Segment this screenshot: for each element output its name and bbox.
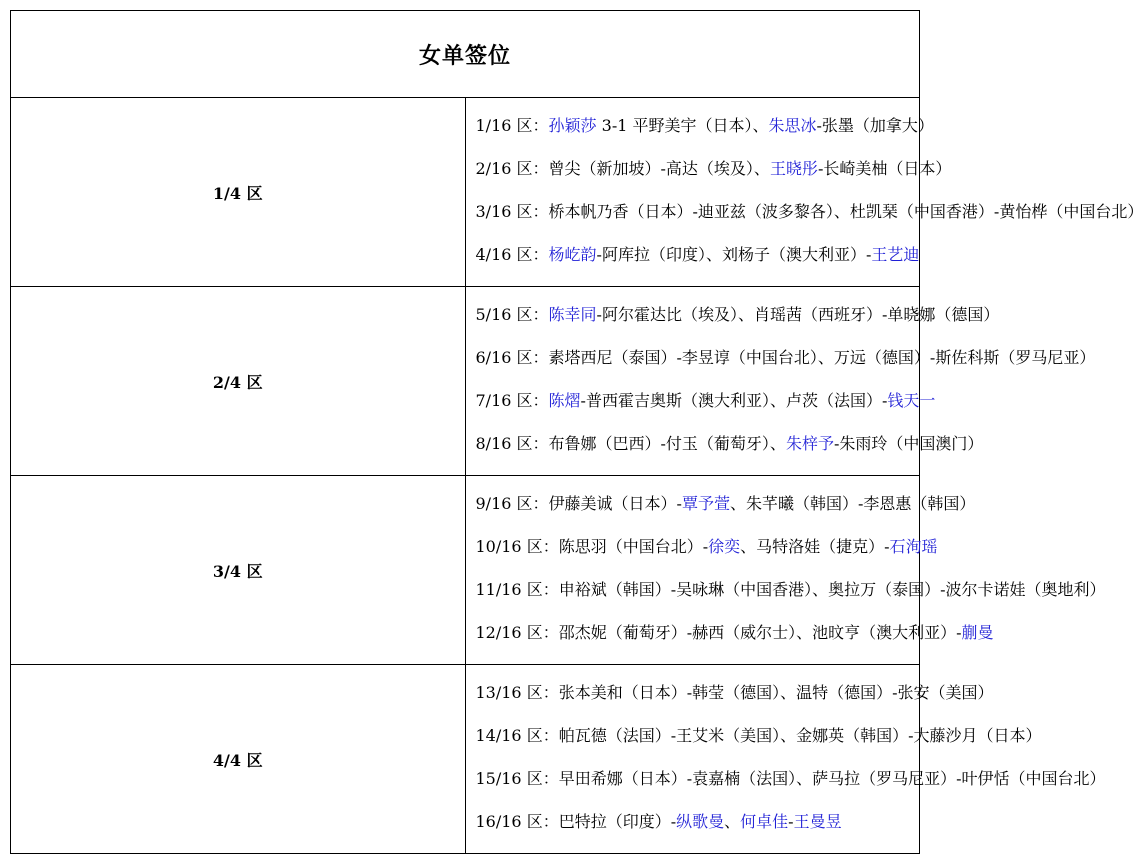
draw-line xyxy=(466,243,920,286)
draw-line xyxy=(466,810,920,853)
highlighted-player-name: 王艺迪 xyxy=(871,245,919,264)
draw-text: 15/16 区：早田希娜（日本）-袁嘉楠（法国）、萨马拉（罗马尼亚）-叶伊恬（中国台北） xyxy=(476,769,1106,788)
title-row xyxy=(11,11,920,98)
highlighted-player-name: 朱梓予 xyxy=(786,434,834,453)
draw-text: 4/16 区： xyxy=(476,245,549,264)
section-lines xyxy=(465,98,920,287)
draw-table xyxy=(10,10,920,854)
draw-text: -阿尔霍达比（埃及）、肖瑶茜（西班牙）-单晓娜（德国） xyxy=(597,305,1000,324)
quarter-label: 1/4 区 xyxy=(11,98,466,287)
draw-line xyxy=(466,767,920,810)
draw-text: 3-1 平野美宇（日本）、 xyxy=(597,116,769,135)
draw-text: - xyxy=(788,812,793,831)
draw-text: -阿库拉（印度）、刘杨子（澳大利亚）- xyxy=(597,245,872,264)
section-row-1 xyxy=(11,98,920,287)
quarter-label: 2/4 区 xyxy=(11,287,466,476)
draw-line xyxy=(466,114,920,157)
draw-text: -普西霍吉奥斯（澳大利亚）、卢茨（法国）- xyxy=(581,391,888,410)
highlighted-player-name: 覃予萱 xyxy=(682,494,730,513)
quarter-label: 4/4 区 xyxy=(11,665,466,854)
draw-text: 6/16 区：素塔西尼（泰国）-李昱谆（中国台北）、万远（德国）-斯佐科斯（罗马尼亚） xyxy=(476,348,1096,367)
highlighted-player-name: 何卓佳 xyxy=(740,812,788,831)
draw-line xyxy=(466,432,920,475)
section-row-4 xyxy=(11,665,920,854)
draw-line xyxy=(466,535,920,578)
section-lines xyxy=(465,476,920,665)
table-title: 女单签位 xyxy=(11,11,920,98)
draw-line xyxy=(466,578,920,621)
section-row-3 xyxy=(11,476,920,665)
draw-text: 、马特洛娃（捷克）- xyxy=(740,537,889,556)
draw-line xyxy=(466,621,920,664)
highlighted-player-name: 杨屹韵 xyxy=(549,245,597,264)
draw-text: 16/16 区：巴特拉（印度）- xyxy=(476,812,677,831)
highlighted-player-name: 钱天一 xyxy=(887,391,935,410)
quarter-label: 3/4 区 xyxy=(11,476,466,665)
draw-text: 7/16 区： xyxy=(476,391,549,410)
highlighted-player-name: 王晓彤 xyxy=(770,159,818,178)
draw-text: 、朱芊曦（韩国）-李恩惠（韩国） xyxy=(730,494,975,513)
highlighted-player-name: 陈熠 xyxy=(549,391,581,410)
draw-line xyxy=(466,200,920,243)
draw-text: 12/16 区：邵杰妮（葡萄牙）-赫西（威尔士）、池旼亨（澳大利亚）- xyxy=(476,623,962,642)
draw-text: 8/16 区：布鲁娜（巴西）-付玉（葡萄牙）、 xyxy=(476,434,786,453)
draw-line xyxy=(466,157,920,200)
highlighted-player-name: 徐奕 xyxy=(708,537,740,556)
draw-line xyxy=(466,724,920,767)
highlighted-player-name: 陈幸同 xyxy=(549,305,597,324)
section-row-2 xyxy=(11,287,920,476)
highlighted-player-name: 石洵瑶 xyxy=(890,537,938,556)
draw-text: 14/16 区：帕瓦德（法国）-王艾米（美国）、金娜英（韩国）-大藤沙月（日本） xyxy=(476,726,1042,745)
highlighted-player-name: 蒯曼 xyxy=(962,623,994,642)
highlighted-player-name: 王曼昱 xyxy=(794,812,842,831)
draw-text: 3/16 区：桥本帆乃香（日本）-迪亚兹（波多黎各）、杜凯琹（中国香港）-黄怡桦（中国台北） xyxy=(476,202,1143,221)
draw-line xyxy=(466,389,920,432)
draw-text: 、 xyxy=(724,812,740,831)
draw-text: 1/16 区： xyxy=(476,116,549,135)
draw-line xyxy=(466,346,920,389)
draw-text: 2/16 区：曾尖（新加坡）-高达（埃及）、 xyxy=(476,159,770,178)
draw-text: -长崎美柚（日本） xyxy=(818,159,951,178)
highlighted-player-name: 孙颖莎 xyxy=(549,116,597,135)
section-lines xyxy=(465,665,920,854)
section-lines xyxy=(465,287,920,476)
draw-text: 9/16 区：伊藤美诚（日本）- xyxy=(476,494,682,513)
draw-text: 5/16 区： xyxy=(476,305,549,324)
draw-text: 13/16 区：张本美和（日本）-韩莹（德国）、温特（德国）-张安（美国） xyxy=(476,683,994,702)
highlighted-player-name: 朱思冰 xyxy=(769,116,817,135)
highlighted-player-name: 纵歌曼 xyxy=(676,812,724,831)
draw-line xyxy=(466,681,920,724)
draw-text: 11/16 区：申裕斌（韩国）-吴咏琳（中国香港）、奥拉万（泰国）-波尔卡诺娃（奥地利） xyxy=(476,580,1106,599)
draw-text: -张墨（加拿大） xyxy=(817,116,934,135)
draw-text: 10/16 区：陈思羽（中国台北）- xyxy=(476,537,709,556)
draw-line xyxy=(466,492,920,535)
draw-text: -朱雨玲（中国澳门） xyxy=(834,434,983,453)
draw-line xyxy=(466,303,920,346)
